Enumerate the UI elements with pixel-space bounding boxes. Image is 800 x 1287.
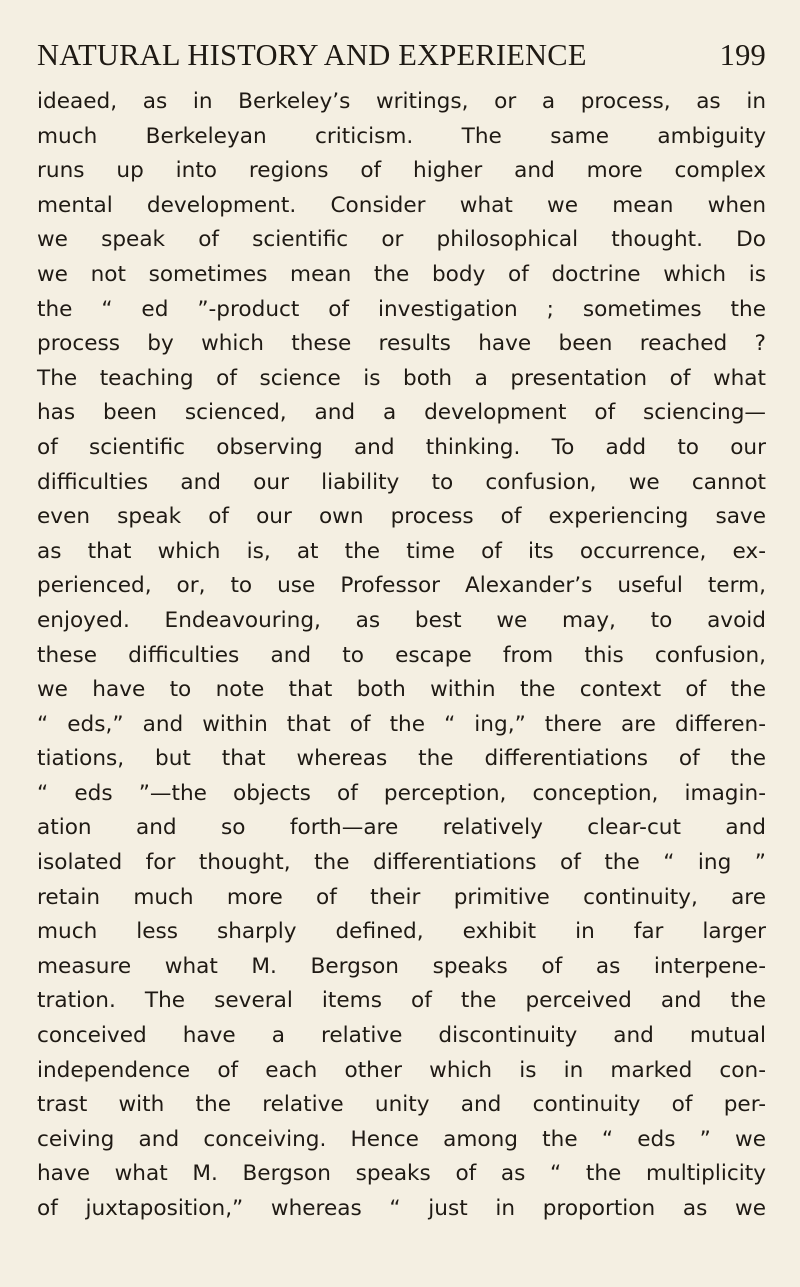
- running-title: NATURAL HISTORY AND EXPERIENCE: [37, 38, 587, 72]
- text-line: of scientific observing and thinking. To add to our: [37, 434, 766, 460]
- text-line: much Berkeleyan criticism. The same ambiguity: [37, 123, 766, 149]
- text-line: of juxtaposition,” whereas “ just in proportion as we: [37, 1196, 766, 1221]
- text-line: measure what M. Bergson speaks of as interpene-: [37, 953, 766, 979]
- text-line: perienced, or, to use Professor Alexander’s useful term,: [37, 573, 766, 599]
- text-line: ceiving and conceiving. Hence among the “ eds ” we: [37, 1126, 766, 1152]
- text-line: “ eds,” and within that of the “ ing,” there are differen-: [37, 711, 766, 737]
- text-line: as that which is, at the time of its occurrence, ex-: [37, 538, 766, 564]
- text-line: we not sometimes mean the body of doctrine which is: [37, 261, 766, 287]
- text-line: tiations, but that whereas the differentiations of the: [37, 746, 766, 772]
- page-header: [37, 33, 766, 77]
- text-line: runs up into regions of higher and more complex: [37, 158, 766, 184]
- text-line: even speak of our own process of experiencing save: [37, 504, 766, 530]
- text-line: “ eds ”—the objects of perception, conception, imagin-: [37, 780, 766, 806]
- text-line: tration. The several items of the perceived and the: [37, 988, 766, 1014]
- text-line: conceived have a relative discontinuity and mutual: [37, 1023, 766, 1049]
- text-line: retain much more of their primitive continuity, are: [37, 884, 766, 910]
- text-line: enjoyed. Endeavouring, as best we may, to avoid: [37, 607, 766, 633]
- body-text: [37, 85, 766, 1227]
- text-line: trast with the relative unity and continuity of per-: [37, 1092, 766, 1118]
- text-line: independence of each other which is in marked con-: [37, 1057, 766, 1083]
- text-line: the “ ed ”-product of investigation ; sometimes the: [37, 296, 766, 322]
- text-line: The teaching of science is both a presentation of what: [37, 365, 766, 391]
- text-line: we have to note that both within the context of the: [37, 677, 766, 703]
- text-line: we speak of scientific or philosophical thought. Do: [37, 227, 766, 253]
- page-number: 199: [719, 38, 766, 72]
- text-line: these difficulties and to escape from this confusion,: [37, 642, 766, 668]
- text-line: much less sharply defined, exhibit in far larger: [37, 919, 766, 945]
- text-line: have what M. Bergson speaks of as “ the multiplicity: [37, 1161, 766, 1187]
- text-line: ation and so forth—are relatively clear-cut and: [37, 815, 766, 841]
- text-line: difficulties and our liability to confusion, we cannot: [37, 469, 766, 495]
- text-line: has been scienced, and a development of sciencing—: [37, 400, 766, 426]
- text-line: process by which these results have been reached ?: [37, 331, 766, 357]
- text-line: isolated for thought, the differentiations of the “ ing ”: [37, 850, 766, 876]
- text-line: mental development. Consider what we mean when: [37, 192, 766, 218]
- text-line: ideaed, as in Berkeley’s writings, or a process, as in: [37, 89, 766, 114]
